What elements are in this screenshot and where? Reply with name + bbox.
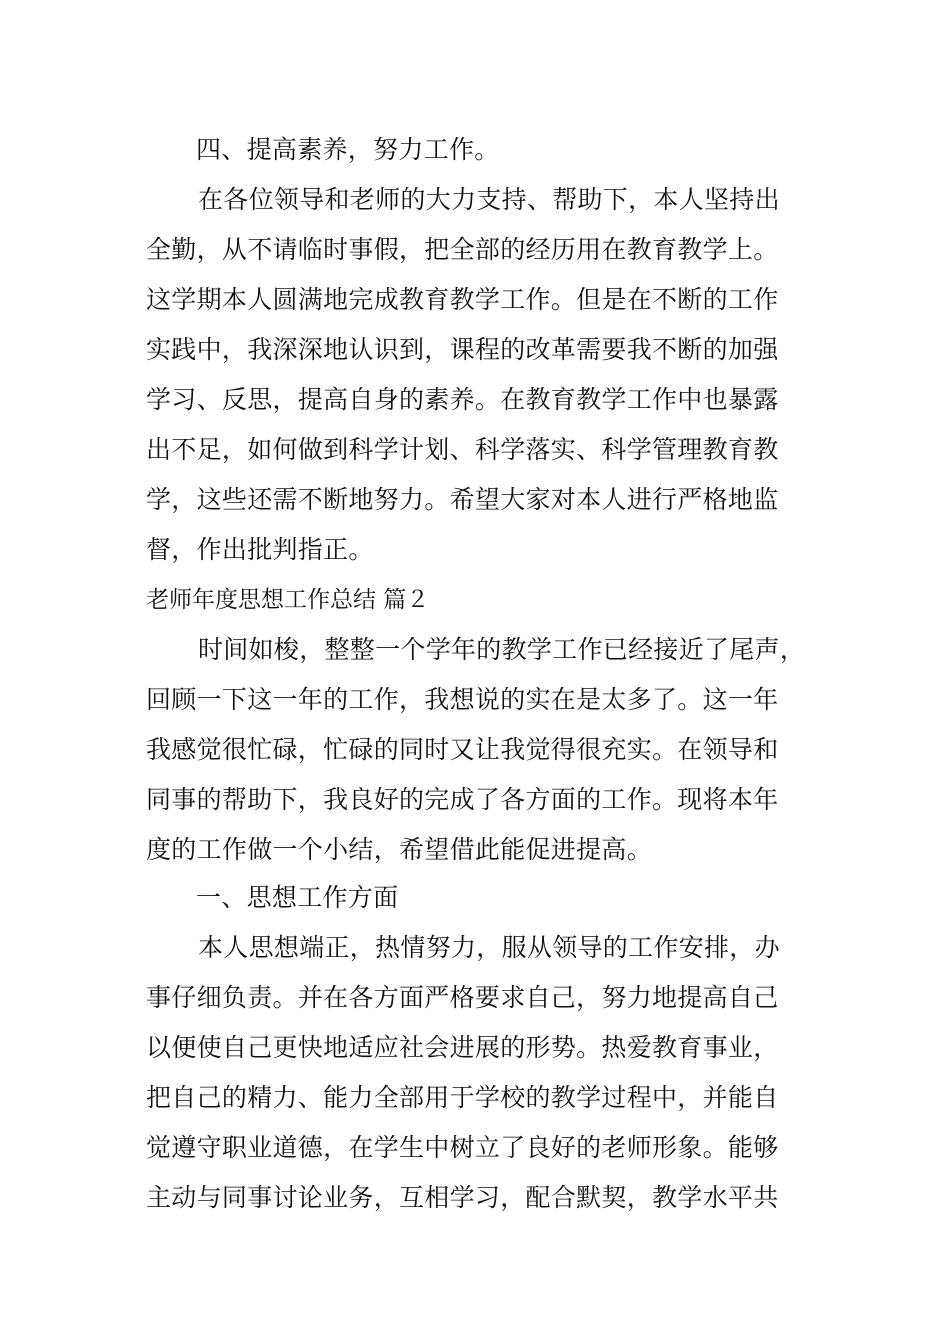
paragraph-line: 主动与同事讨论业务，互相学习，配合默契，教学水平共 (146, 1183, 779, 1212)
paragraph-line: 同事的帮助下，我良好的完成了各方面的工作。现将本年 (146, 785, 779, 814)
paragraph-line: 把自己的精力、能力全部用于学校的教学过程中，并能自 (146, 1083, 779, 1112)
paragraph-line: 实践中，我深深地认识到，课程的改革需要我不断的加强 (146, 335, 779, 364)
paragraph-line: 本人思想端正，热情努力，服从领导的工作安排，办 (198, 933, 780, 962)
paragraph-line: 我感觉很忙碌，忙碌的同时又让我觉得很充实。在领导和 (146, 735, 779, 764)
paragraph-line: 觉遵守职业道德，在学生中树立了良好的老师形象。能够 (146, 1133, 779, 1162)
paragraph-line: 回顾一下这一年的工作，我想说的实在是太多了。这一年 (146, 685, 779, 714)
paragraph-line: 全勤，从不请临时事假，把全部的经历用在教育教学上。 (146, 235, 779, 264)
section-heading: 四、提高素养，努力工作。 (196, 135, 500, 164)
paragraph-line: 学，这些还需不断地努力。希望大家对本人进行严格地监 (146, 485, 779, 514)
paragraph-line: 时间如梭，整整一个学年的教学工作已经接近了尾声， (198, 635, 806, 664)
paragraph-line: 督，作出批判指正。 (146, 535, 374, 564)
paragraph-line: 在各位领导和老师的大力支持、帮助下，本人坚持出 (198, 185, 780, 214)
paragraph-line: 这学期本人圆满地完成教育教学工作。但是在不断的工作 (146, 285, 779, 314)
section-heading: 一、思想工作方面 (196, 883, 399, 912)
paragraph-line: 度的工作做一个小结，希望借此能促进提高。 (146, 835, 653, 864)
paragraph-line: 以便使自己更快地适应社会进展的形势。热爱教育事业， (146, 1033, 779, 1062)
paragraph-line: 出不足，如何做到科学计划、科学落实、科学管理教育教 (146, 435, 779, 464)
paragraph-line: 事仔细负责。并在各方面严格要求自己，努力地提高自己 (146, 983, 779, 1012)
article-title: 老师年度思想工作总结 篇２ (146, 587, 430, 613)
paragraph-line: 学习、反思，提高自身的素养。在教育教学工作中也暴露 (146, 385, 779, 414)
